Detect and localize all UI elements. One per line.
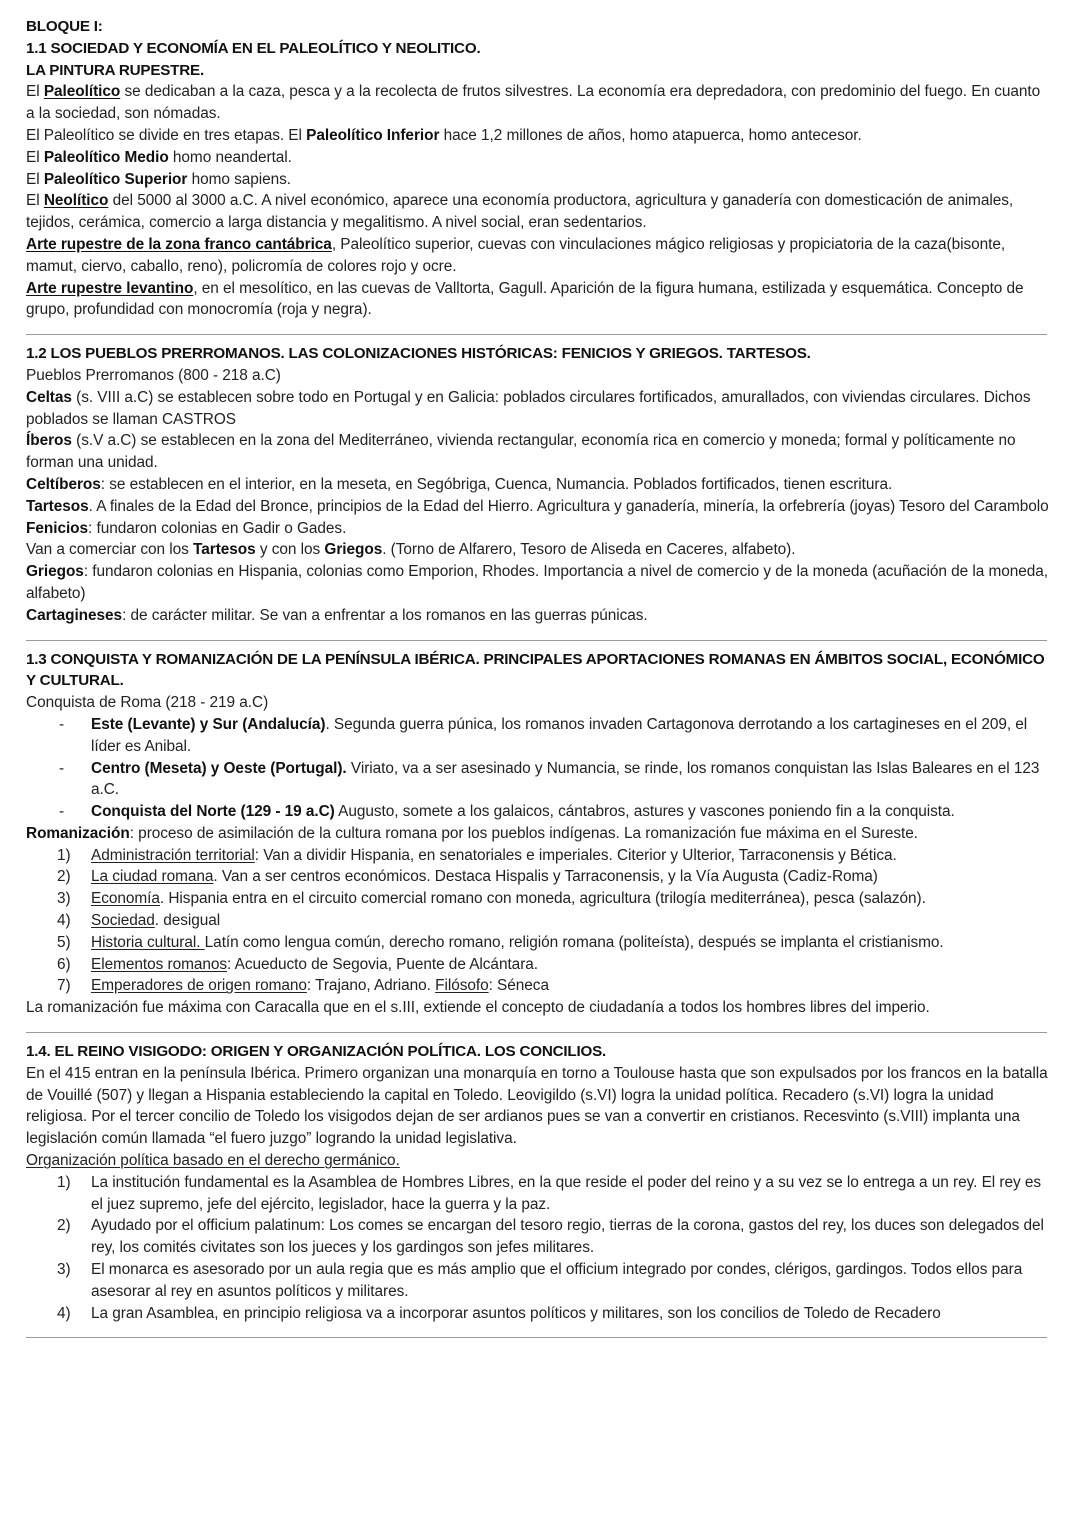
paragraph: El Paleolítico Superior homo sapiens. — [26, 170, 292, 188]
paragraph: Celtíberos: se establecen en el interior, en la meseta, en Segóbriga, Cuenca, Numancia. Poblados fortificados, tienen escritura. — [26, 475, 893, 493]
romanization-list — [26, 845, 1052, 998]
paragraph: El Neolítico del 5000 al 3000 a.C. A nivel económico, aparece una economía productora, agricultura y ganadería con domesticación de animales, tejidos, cerámica, comercio a larga distancia y megalitismo. A nivel social, eran sedentarios. — [26, 192, 1014, 232]
list-item: 7) Emperadores de origen romano: Trajano, Adriano. Filósofo: Séneca — [57, 977, 549, 995]
paragraph: El Paleolítico se dedicaban a la caza, pesca y a la recolecta de frutos silvestres. La economía era depredadora, con predominio del fuego. En cuanto a la sociedad, son nómadas. — [26, 83, 1041, 123]
list-item: 4) La gran Asamblea, en principio religiosa va a incorporar asuntos políticos y militares, son los concilios de Toledo de Recadero — [57, 1304, 941, 1322]
paragraph: La romanización fue máxima con Caracalla que en el s.III, extiende el concepto de ciudadanía a todos los hombres libres del imperio. — [26, 999, 930, 1017]
section-1-2 — [26, 343, 1052, 626]
section-title: 1.2 LOS PUEBLOS PRERROMANOS. LAS COLONIZACIONES HISTÓRICAS: FENICIOS Y GRIEGOS. TARTESOS. — [26, 345, 811, 363]
section-divider — [26, 1032, 1047, 1033]
paragraph: Íberos (s.V a.C) se establecen en la zona del Mediterráneo, vivienda rectangular, economía rica en comercio y moneda; formal y políticamente no forman una unidad. — [26, 432, 1016, 472]
paragraph: Conquista de Roma (218 - 219 a.C) — [26, 694, 269, 712]
section-1-4 — [26, 1041, 1052, 1324]
list-item: 1) Administración territorial: Van a dividir Hispania, en senatoriales e imperiales. Citerior y Ulterior, Tarraconensis y Bética. — [57, 846, 897, 864]
paragraph: Tartesos. A finales de la Edad del Bronce, principios de la Edad del Hierro. Agricultura y ganadería, minería, la orfebrería (joyas) Tesoro del Carambolo — [26, 497, 1049, 515]
list-item: 2) Ayudado por el officium palatinum: Los comes se encargan del tesoro regio, tierras de la corona, gastos del rey, los duces son delegados del rey, los comités civitates son los jueces y los gardingos son jefes militares. — [57, 1217, 1044, 1257]
paragraph: El Paleolítico se divide en tres etapas. El Paleolítico Inferior hace 1,2 millones de años, homo atapuerca, homo antecesor. — [26, 126, 862, 144]
section-divider — [26, 640, 1047, 641]
paragraph: En el 415 entran en la península Ibérica. Primero organizan una monarquía en torno a Toulouse hasta que son expulsados por los francos en la batalla de Vouillé (507) y llegan a Hispania estableciendo la capital en Toledo. Leovigildo (s.VI) logra la unidad política. Recadero (s.VI) logra la unidad religiosa. Por el tercer concilio de Toledo los visigodos dejan de ser ardianos pues se van a convertir en cristianos. Recesvinto (s.VIII) implanta una legislación común llamada “el fuero juzgo” logrando la unidad legislativa. — [26, 1064, 1048, 1148]
paragraph: Arte rupestre levantino, en el mesolítico, en las cuevas de Valltorta, Gagull. Aparición de la figura humana, estilizada y esquemática. Concepto de grupo, profundidad con monocromía (roja y negra). — [26, 279, 1024, 319]
list-item: - Conquista del Norte (129 - 19 a.C) Augusto, somete a los galaicos, cántabros, astures y vascones poniendo fin a la conquista. — [26, 801, 1052, 823]
paragraph: Griegos: fundaron colonias en Hispania, colonias como Emporion, Rhodes. Importancia a nivel de comercio y de la moneda (acuñación de la moneda, alfabeto) — [26, 563, 1049, 602]
paragraph: Van a comerciar con los Tartesos y con los Griegos. (Torno de Alfarero, Tesoro de Aliseda en Caceres, alfabeto). — [26, 541, 796, 559]
paragraph: El Paleolítico Medio homo neandertal. — [26, 148, 292, 166]
list-item: - Centro (Meseta) y Oeste (Portugal). Viriato, va a ser asesinado y Numancia, se rinde, los romanos conquistan las Islas Baleares en el 123 a.C. — [26, 758, 1052, 802]
paragraph: Pueblos Prerromanos (800 - 218 a.C) — [26, 366, 281, 384]
section-title: 1.1 SOCIEDAD Y ECONOMÍA EN EL PALEOLÍTICO Y NEOLITICO. — [26, 39, 481, 57]
list-item: 6) Elementos romanos: Acueducto de Segovia, Puente de Alcántara. — [57, 955, 539, 973]
list-item: 3) El monarca es asesorado por un aula regia que es más amplio que el officium integrado por condes, clérigos, gardingos. Todos ellos para asesorar al rey en asuntos políticos y militares. — [57, 1261, 1023, 1300]
section-divider — [26, 334, 1047, 335]
paragraph: Arte rupestre de la zona franco cantábrica, Paleolítico superior, cuevas con vinculaciones mágico religiosas y propiciatoria de la caza(bisonte, mamut, ciervo, caballo, reno), policromía de colores rojo y ocre. — [26, 235, 1006, 275]
section-divider — [26, 1337, 1047, 1338]
list-item: 5) Historia cultural. Latín como lengua común, derecho romano, religión romana (politeísta), después se implanta el cristianismo. — [57, 933, 944, 951]
section-subtitle: LA PINTURA RUPESTRE. — [26, 61, 204, 79]
list-item: 2) La ciudad romana. Van a ser centros económicos. Destaca Hispalis y Tarraconensis, y la Vía Augusta (Cadiz-Roma) — [57, 868, 878, 886]
section-title: 1.3 CONQUISTA Y ROMANIZACIÓN DE LA PENÍNSULA IBÉRICA. PRINCIPALES APORTACIONES ROMANAS EN ÁMBITOS SOCIAL, ECONÓMICO Y CULTURAL. — [26, 650, 1045, 690]
section-1-3 — [26, 649, 1052, 1020]
section-1-1 — [26, 16, 1052, 321]
conquest-list — [26, 714, 1052, 823]
paragraph: Romanización: proceso de asimilación de la cultura romana por los pueblos indígenas. La romanización fue máxima en el Sureste. — [26, 824, 918, 842]
organization-list — [26, 1172, 1052, 1325]
paragraph: Celtas (s. VIII a.C) se establecen sobre todo en Portugal y en Galicia: poblados circulares fortificados, amurallados, con viviendas circulares. Dichos poblados se llaman CASTROS — [26, 388, 1031, 428]
paragraph: Cartagineses: de carácter militar. Se van a enfrentar a los romanos en las guerras púnicas. — [26, 606, 648, 624]
list-item: 4) Sociedad. desigual — [57, 912, 221, 930]
section-title: 1.4. EL REINO VISIGODO: ORIGEN Y ORGANIZACIÓN POLÍTICA. LOS CONCILIOS. — [26, 1043, 607, 1061]
list-item: - Este (Levante) y Sur (Andalucía). Segunda guerra púnica, los romanos invaden Cartagonova derrotando a los cartagineses en el 209, el líder es Anibal. — [26, 714, 1052, 758]
paragraph: Organización política basado en el derecho germánico. — [26, 1152, 400, 1170]
paragraph: Fenicios: fundaron colonias en Gadir o Gades. — [26, 519, 347, 537]
list-item: 3) Economía. Hispania entra en el circuito comercial romano con moneda, agricultura (trilogía mediterránea), pesca (salazón). — [57, 890, 926, 908]
list-item: 1) La institución fundamental es la Asamblea de Hombres Libres, en la que reside el poder del reino y a su vez se lo entrega a un rey. El rey es el juez supremo, jefe del ejército, legislador, hace la guerra y la paz. — [57, 1173, 1041, 1213]
block-title: BLOQUE I: — [26, 18, 103, 35]
